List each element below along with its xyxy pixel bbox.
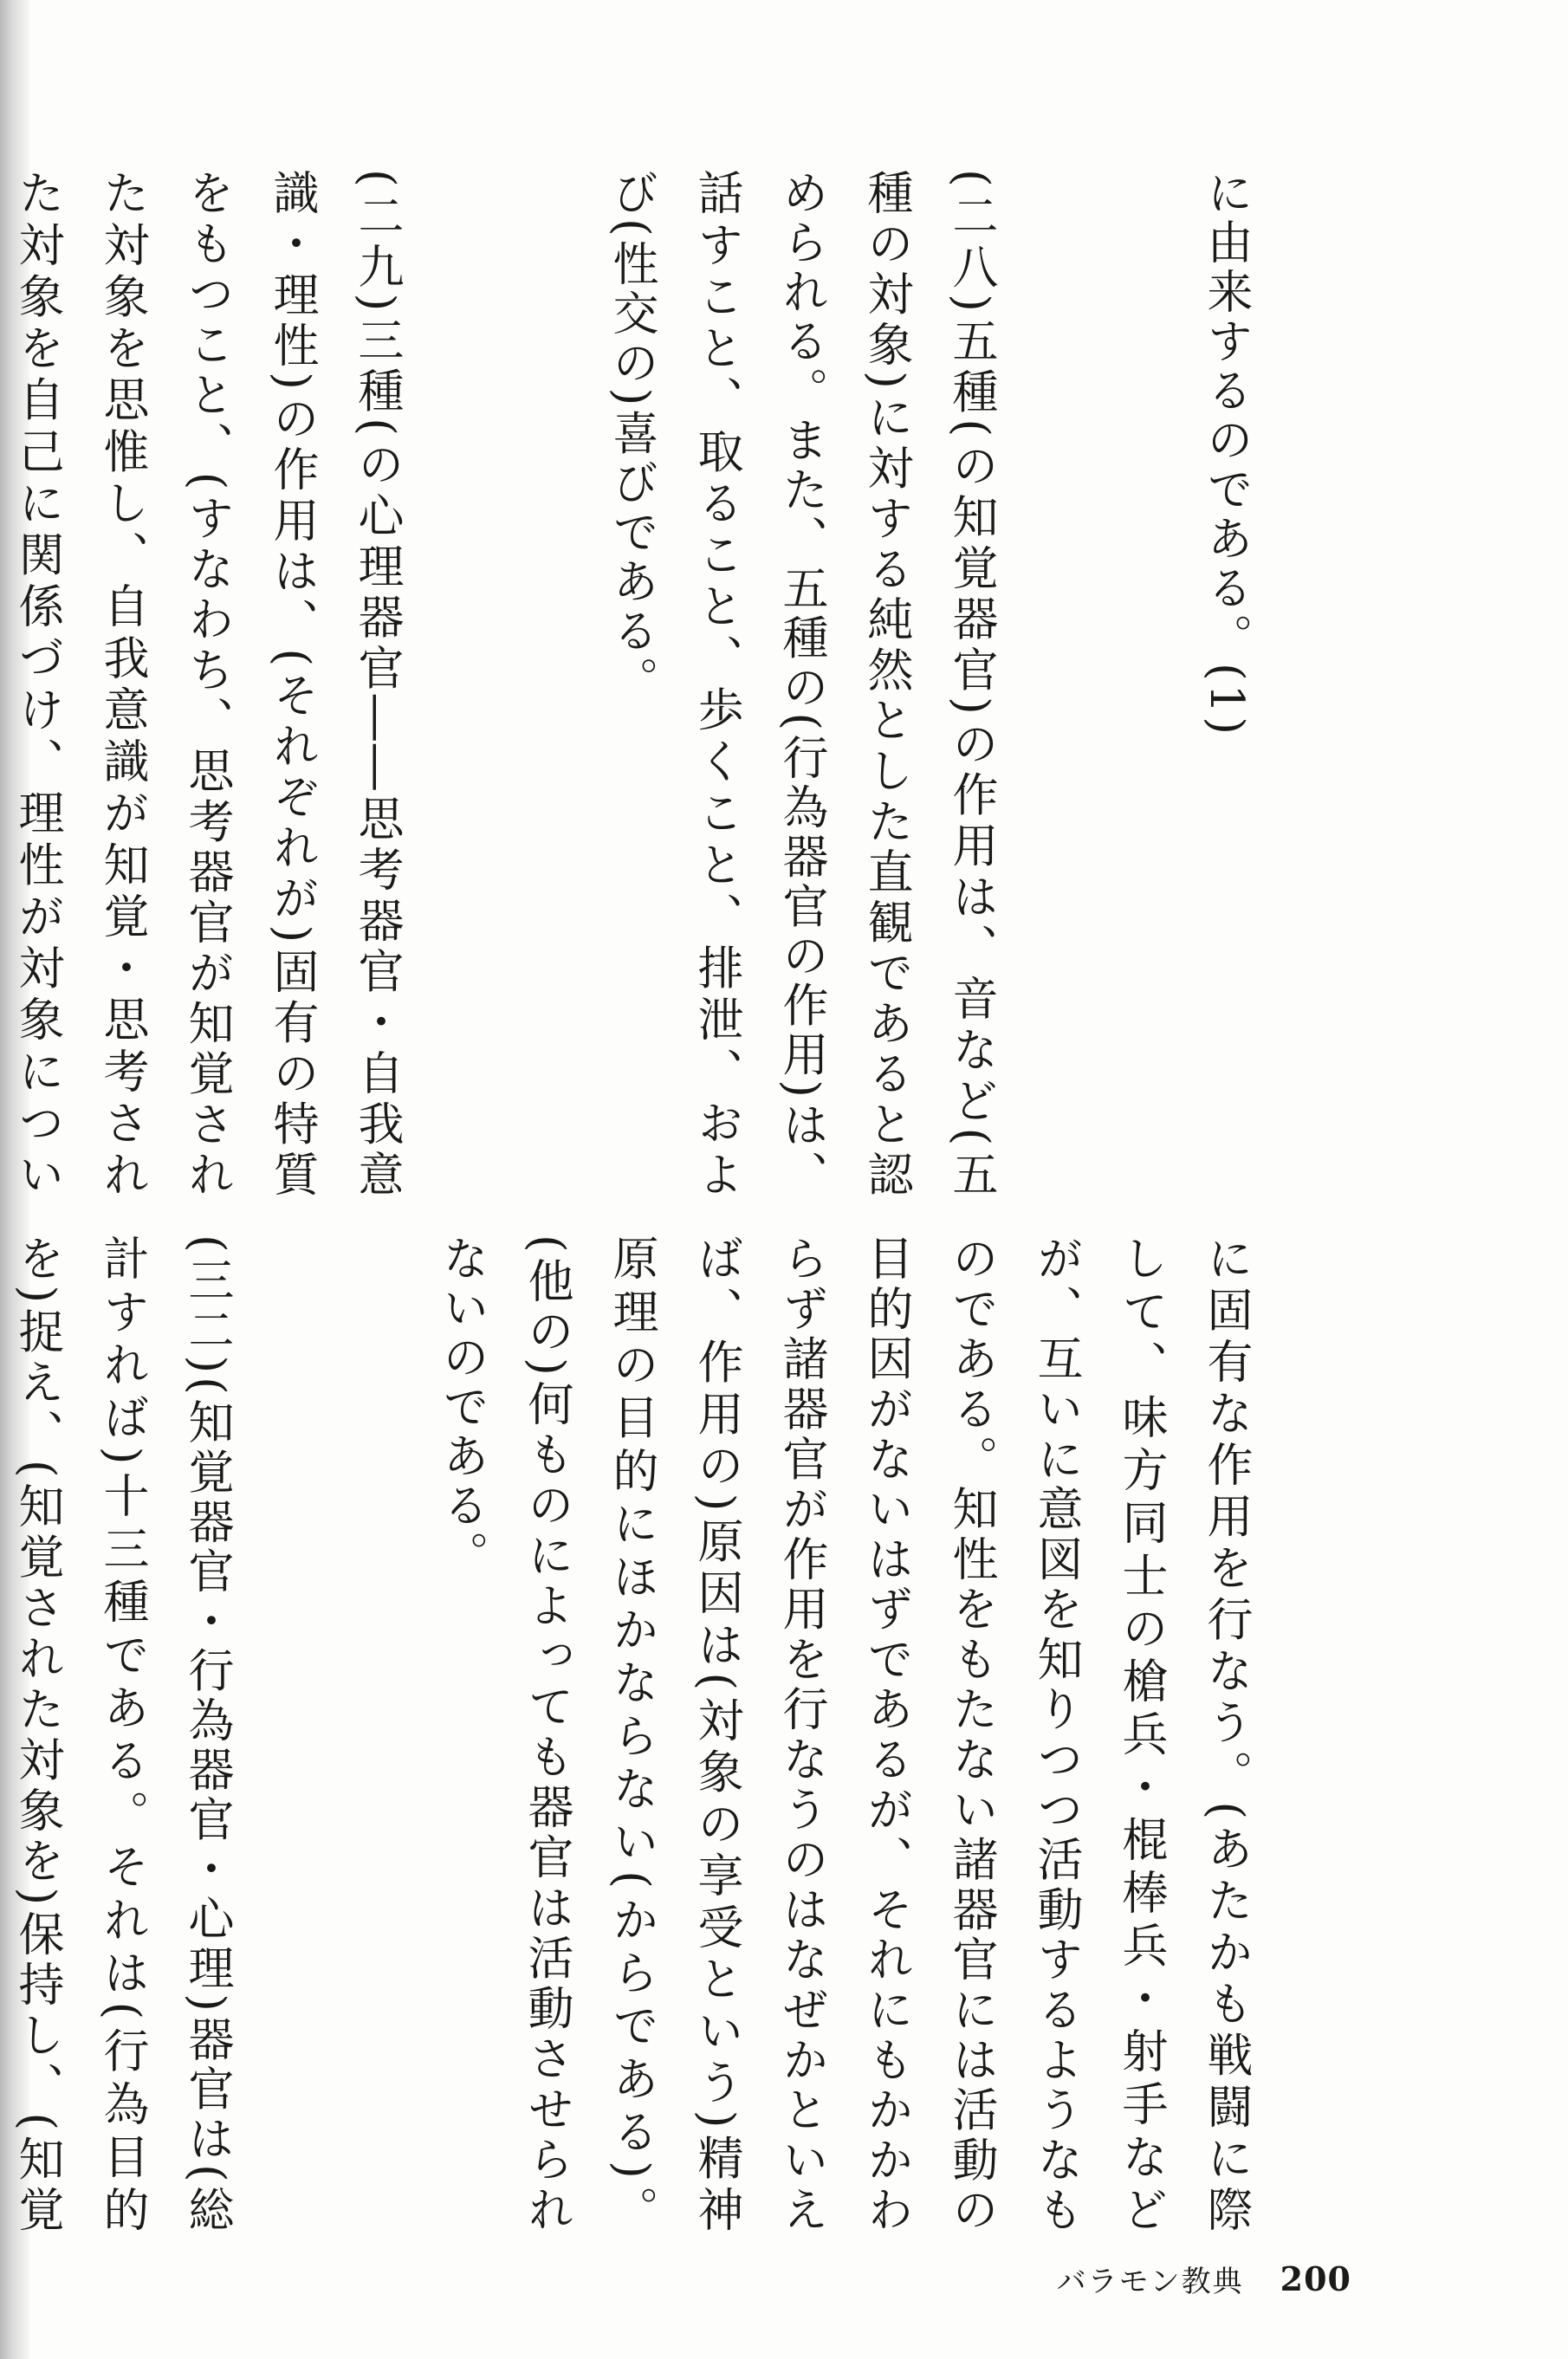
page-number: 200 [1280,2259,1351,2298]
lower-text-block [11,1235,1438,2235]
paragraph-lower-1: に固有な作用を行なう。(あたかも戦闘に際して、味方同士の槍兵・棍棒兵・射手などが、互いに意図を知りつつ活動するようなものである。知性をもたない諸器官には活動の目的因がないはずであるが、それにもかかわらず諸器官が作用を行なうのはなぜかといえば、作用の)原因は(対象の享受という)精神原理の目的にほかならない(からである)。(他の)何ものによっても器官は活動させられないのである。 [436,1235,1253,2235]
paragraph-lower-2: (三二)(知覚器官・行為器官・心理)器官は(総計すれば)十三種である。それは(行為目的を)捉え、(知覚された対象を)保持し、(知覚 [11,1235,234,2235]
paragraph-upper-3: (二九)三種(の心理器官――思考器官・自我意識・理性)の作用は、(それぞれが)固有の特質をもつこと、(すなわち、思考器官が知覚された対象を思惟し、自我意識が知覚・思考された対象を自己に関係づけ、理性が対象につい [11,169,404,1200]
paragraph-upper-2: (二八)五種(の知覚器官)の作用は、音など(五種の対象)に対する純然とした直観であると認められる。また、五種の(行為器官の作用)は、話すこと、取ること、歩くこと、排泄、および(性交の)喜びである。 [606,169,998,1200]
upper-text-block [11,169,1438,1200]
page-footer [1057,2257,1351,2300]
running-head: バラモン教典 [1056,2264,1244,2299]
paragraph-upper-1: に由来するのである。(1) [1200,169,1253,739]
